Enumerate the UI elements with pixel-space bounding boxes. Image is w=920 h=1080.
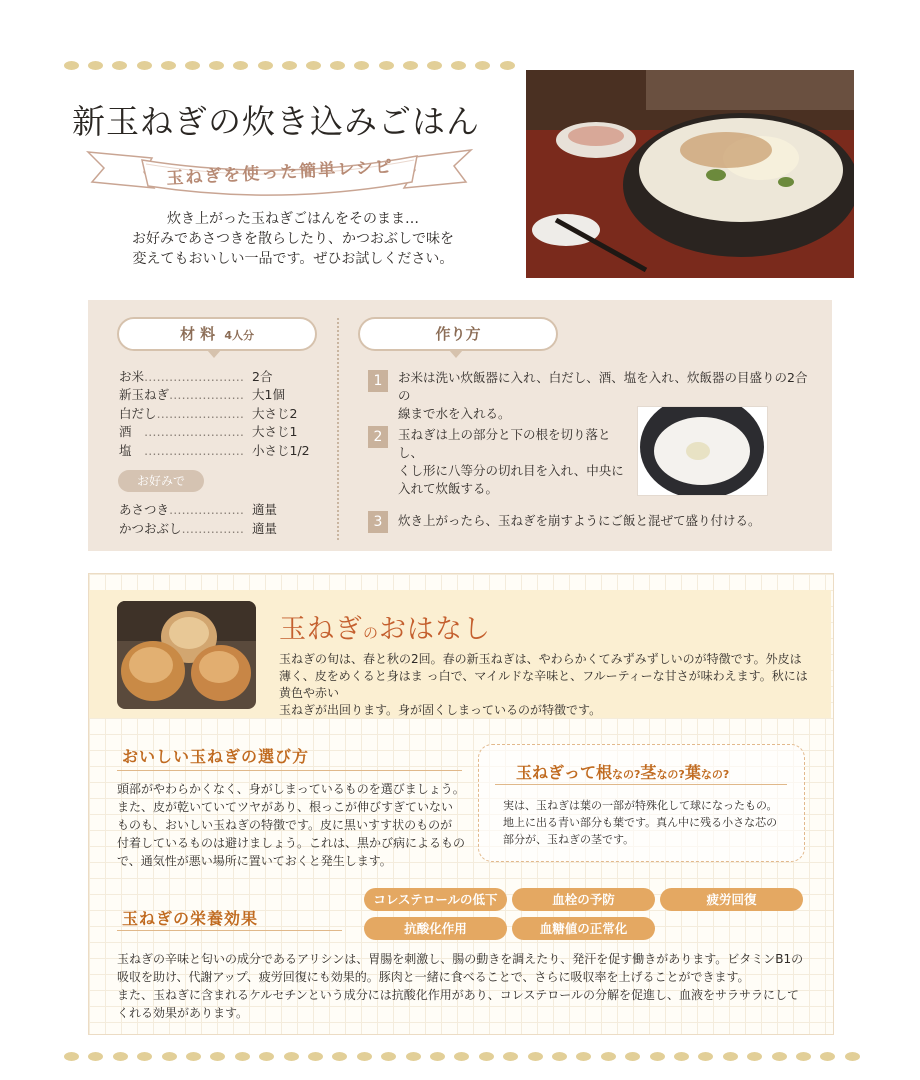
- story-title-part: おはなし: [379, 614, 492, 645]
- heading-underline: [495, 784, 787, 785]
- ingredient-amount: 大さじ1: [252, 424, 298, 439]
- border-dot: [650, 1052, 665, 1061]
- story-title-part: の: [363, 624, 380, 642]
- nutrition-line: また、玉ねぎに含まれるケルセチンという成分には抗酸化作用があり、コレステロールの分解を促進し、血液をサラサラにして: [117, 988, 799, 1002]
- story-title: [279, 607, 491, 646]
- border-dot: [503, 1052, 518, 1061]
- border-dot: [64, 1052, 79, 1061]
- border-dot: [747, 1052, 762, 1061]
- ingredient-row: [119, 500, 278, 518]
- step-line: 線まで水を入れる。: [398, 406, 511, 421]
- border-dot: [259, 1052, 274, 1061]
- border-dot: [88, 61, 103, 70]
- qa-title-part: 茎: [640, 763, 657, 782]
- ingredient-row: [119, 385, 285, 403]
- ingredient-leader: …………………: [156, 406, 245, 421]
- ingredient-leader: ……………: [181, 521, 245, 536]
- qa-title-part: なの?: [656, 768, 685, 781]
- border-dot: [306, 61, 321, 70]
- nutrition-heading: 玉ねぎの栄養効果: [122, 909, 259, 928]
- border-dot: [601, 1052, 616, 1061]
- qa-title-part: なの?: [700, 768, 730, 781]
- selection-line: 頭部がやわらかくなく、身がしまっているものを選びましょう。: [117, 782, 465, 796]
- nutrition-tag: 疲労回復: [660, 888, 803, 911]
- border-dot: [284, 1052, 299, 1061]
- border-dot: [137, 61, 152, 70]
- nutrition-tag: コレステロールの低下: [364, 888, 507, 911]
- ingredient-amount: 適量: [252, 502, 278, 517]
- story-line: 玉ねぎが出回ります。身が固くしまっているのが特徴です。: [279, 703, 602, 717]
- border-dot: [451, 61, 466, 70]
- qa-title-part: 玉ねぎって: [516, 763, 597, 782]
- border-dot: [357, 1052, 372, 1061]
- border-dot: [209, 61, 224, 70]
- ingredient-amount: 大1個: [252, 387, 285, 402]
- border-dot: [113, 1052, 128, 1061]
- step-line: お米は洗い炊飯器に入れ、白だし、酒、塩を入れ、炊飯器の目盛りの2合の: [398, 370, 808, 403]
- step-text: [398, 512, 818, 530]
- ingredient-name: 新玉ねぎ: [119, 387, 170, 402]
- border-dot: [330, 61, 345, 70]
- ingredients-heading-label: 材 料: [179, 325, 216, 343]
- ingredient-name: お米: [119, 369, 145, 384]
- pill-pointer: [207, 350, 221, 358]
- step-line: 入れて炊飯する。: [398, 481, 499, 496]
- ingredients-heading: [117, 317, 317, 351]
- border-dot: [528, 1052, 543, 1061]
- ingredient-amount: 適量: [252, 521, 278, 536]
- ribbon-label: 玉ねぎを使った簡単レシピ: [165, 157, 395, 189]
- nutrition-line: 玉ねぎの辛味と匂いの成分であるアリシンは、胃腸を刺激し、腸の動きを調えたり、発汗を促す働きがあります。ビタミンB1の: [117, 952, 804, 966]
- border-dot: [845, 1052, 860, 1061]
- qa-line: 部分が、玉ねぎの茎です。: [503, 833, 635, 846]
- intro-line: 炊き上がった玉ねぎごはんをそのまま…: [167, 211, 419, 227]
- nutrition-line: 吸収を助け、代謝アップ、疲労回復にも効果的。豚肉と一緒に食べることで、さらに吸収率を上げることができます。: [117, 970, 750, 984]
- selection-heading: おいしい玉ねぎの選び方: [122, 747, 310, 766]
- border-dot: [308, 1052, 323, 1061]
- border-dot: [162, 1052, 177, 1061]
- border-dot: [233, 61, 248, 70]
- ingredient-name: 白だし: [119, 406, 157, 421]
- rice-cooker-photo: [637, 406, 768, 496]
- border-dot: [406, 1052, 421, 1061]
- ingredient-name: 酒: [119, 424, 132, 439]
- ingredient-leader: ……………………: [131, 424, 245, 439]
- border-dot: [379, 61, 394, 70]
- ingredient-name: 塩: [119, 443, 132, 458]
- border-dot: [332, 1052, 347, 1061]
- border-dot: [427, 61, 442, 70]
- border-dot: [674, 1052, 689, 1061]
- border-dot: [403, 61, 418, 70]
- qa-line: 地上に出る青い部分も葉です。真ん中に残る小さな芯の: [503, 816, 778, 829]
- step-line: 玉ねぎは上の部分と下の根を切り落とし、: [398, 427, 611, 460]
- servings-label: 4人分: [224, 329, 255, 342]
- heading-underline: [117, 930, 342, 931]
- ingredient-name: かつおぶし: [119, 521, 182, 536]
- border-dot: [161, 61, 176, 70]
- onion-photo: [117, 601, 256, 709]
- step-number: 2: [368, 426, 388, 448]
- qa-title-part: なの?: [612, 768, 641, 781]
- border-dot: [381, 1052, 396, 1061]
- story-line: 玉ねぎの旬は、春と秋の2回。春の新玉ねぎは、やわらかくてみずみずしいのが特徴です。外皮は: [279, 652, 802, 666]
- qa-text: [503, 797, 793, 848]
- border-dot: [354, 61, 369, 70]
- border-dot: [88, 1052, 103, 1061]
- border-dot: [430, 1052, 445, 1061]
- border-dot: [500, 61, 515, 70]
- nutrition-tag: 血栓の予防: [512, 888, 655, 911]
- border-dot: [772, 1052, 787, 1061]
- border-dot: [454, 1052, 469, 1061]
- ingredient-row: [119, 367, 273, 385]
- border-dot: [625, 1052, 640, 1061]
- qa-title: [516, 760, 729, 783]
- selection-text: [117, 780, 472, 870]
- border-dot: [258, 61, 273, 70]
- method-heading-label: 作り方: [435, 325, 481, 343]
- nutrition-line: くれる効果があります。: [117, 1006, 249, 1020]
- optional-label: お好みで: [118, 470, 204, 492]
- pill-pointer: [449, 350, 463, 358]
- ingredient-row: [119, 519, 278, 537]
- border-dot: [185, 61, 200, 70]
- border-dot: [820, 1052, 835, 1061]
- page-title: 新玉ねぎの炊き込みごはん: [72, 102, 480, 141]
- intro-text: [108, 209, 478, 269]
- step-number: 1: [368, 370, 388, 392]
- nutrition-tag: 血糖値の正常化: [512, 917, 655, 940]
- border-dot: [475, 61, 490, 70]
- border-dot: [479, 1052, 494, 1061]
- step-line: くし形に八等分の切れ目を入れ、中央に: [398, 463, 624, 478]
- selection-line: また、皮が乾いていてツヤがあり、根っこが伸びすぎていない: [117, 800, 454, 814]
- border-dot: [64, 61, 79, 70]
- selection-line: で、通気性が悪い場所に置いておくと発生します。: [117, 854, 392, 868]
- border-dot: [576, 1052, 591, 1061]
- ingredient-amount: 2合: [252, 369, 273, 384]
- story-line: 薄く、皮をめくると身はま っ白で、マイルドな辛味と、フルーティーな甘さが味わえます。秋には黄色や赤い: [279, 669, 808, 700]
- ingredient-row: [119, 441, 310, 459]
- intro-line: 変えてもおいしい一品です。ぜひお試しください。: [132, 251, 454, 267]
- border-dot: [796, 1052, 811, 1061]
- border-dot: [210, 1052, 225, 1061]
- selection-line: ものも、おいしい玉ねぎの特徴です。皮に黒いすす状のものが: [117, 818, 453, 832]
- ingredient-amount: 小さじ1/2: [252, 443, 310, 458]
- method-heading: [358, 317, 558, 351]
- rice-dish-photo: [526, 70, 854, 278]
- heading-underline: [117, 770, 462, 771]
- nutrition-text: [117, 950, 817, 1022]
- ingredient-row: [119, 404, 298, 422]
- story-text: [279, 651, 819, 719]
- ingredient-leader: ……………………: [144, 369, 245, 384]
- qa-line: 実は、玉ねぎは葉の一部が特殊化して球になったもの。: [503, 799, 778, 812]
- ingredient-amount: 大さじ2: [252, 406, 298, 421]
- border-dot: [723, 1052, 738, 1061]
- story-title-part: 玉ねぎ: [279, 614, 363, 645]
- column-divider: [337, 318, 339, 540]
- step-text: [398, 426, 628, 498]
- border-dot: [186, 1052, 201, 1061]
- intro-line: お好みであさつきを散らしたり、かつおぶしで味を: [132, 231, 454, 247]
- step-number: 3: [368, 511, 388, 533]
- border-dot: [698, 1052, 713, 1061]
- border-dot: [137, 1052, 152, 1061]
- border-dot: [112, 61, 127, 70]
- border-dot: [282, 61, 297, 70]
- qa-title-part: 葉: [684, 763, 701, 782]
- ingredient-row: [119, 422, 298, 440]
- bottom-dot-border: [0, 1052, 920, 1066]
- step-line: 炊き上がったら、玉ねぎを崩すようにご飯と混ぜて盛り付ける。: [398, 513, 761, 528]
- border-dot: [235, 1052, 250, 1061]
- selection-line: 付着しているものは避けましょう。これは、黒かび病によるもの: [117, 836, 466, 850]
- ingredient-leader: ……………………: [131, 443, 245, 458]
- ingredient-leader: ………………: [169, 387, 245, 402]
- border-dot: [552, 1052, 567, 1061]
- ingredient-name: あさつき: [119, 502, 170, 517]
- ingredient-leader: ………………: [169, 502, 245, 517]
- qa-title-part: 根: [596, 763, 613, 782]
- nutrition-tag: 抗酸化作用: [364, 917, 507, 940]
